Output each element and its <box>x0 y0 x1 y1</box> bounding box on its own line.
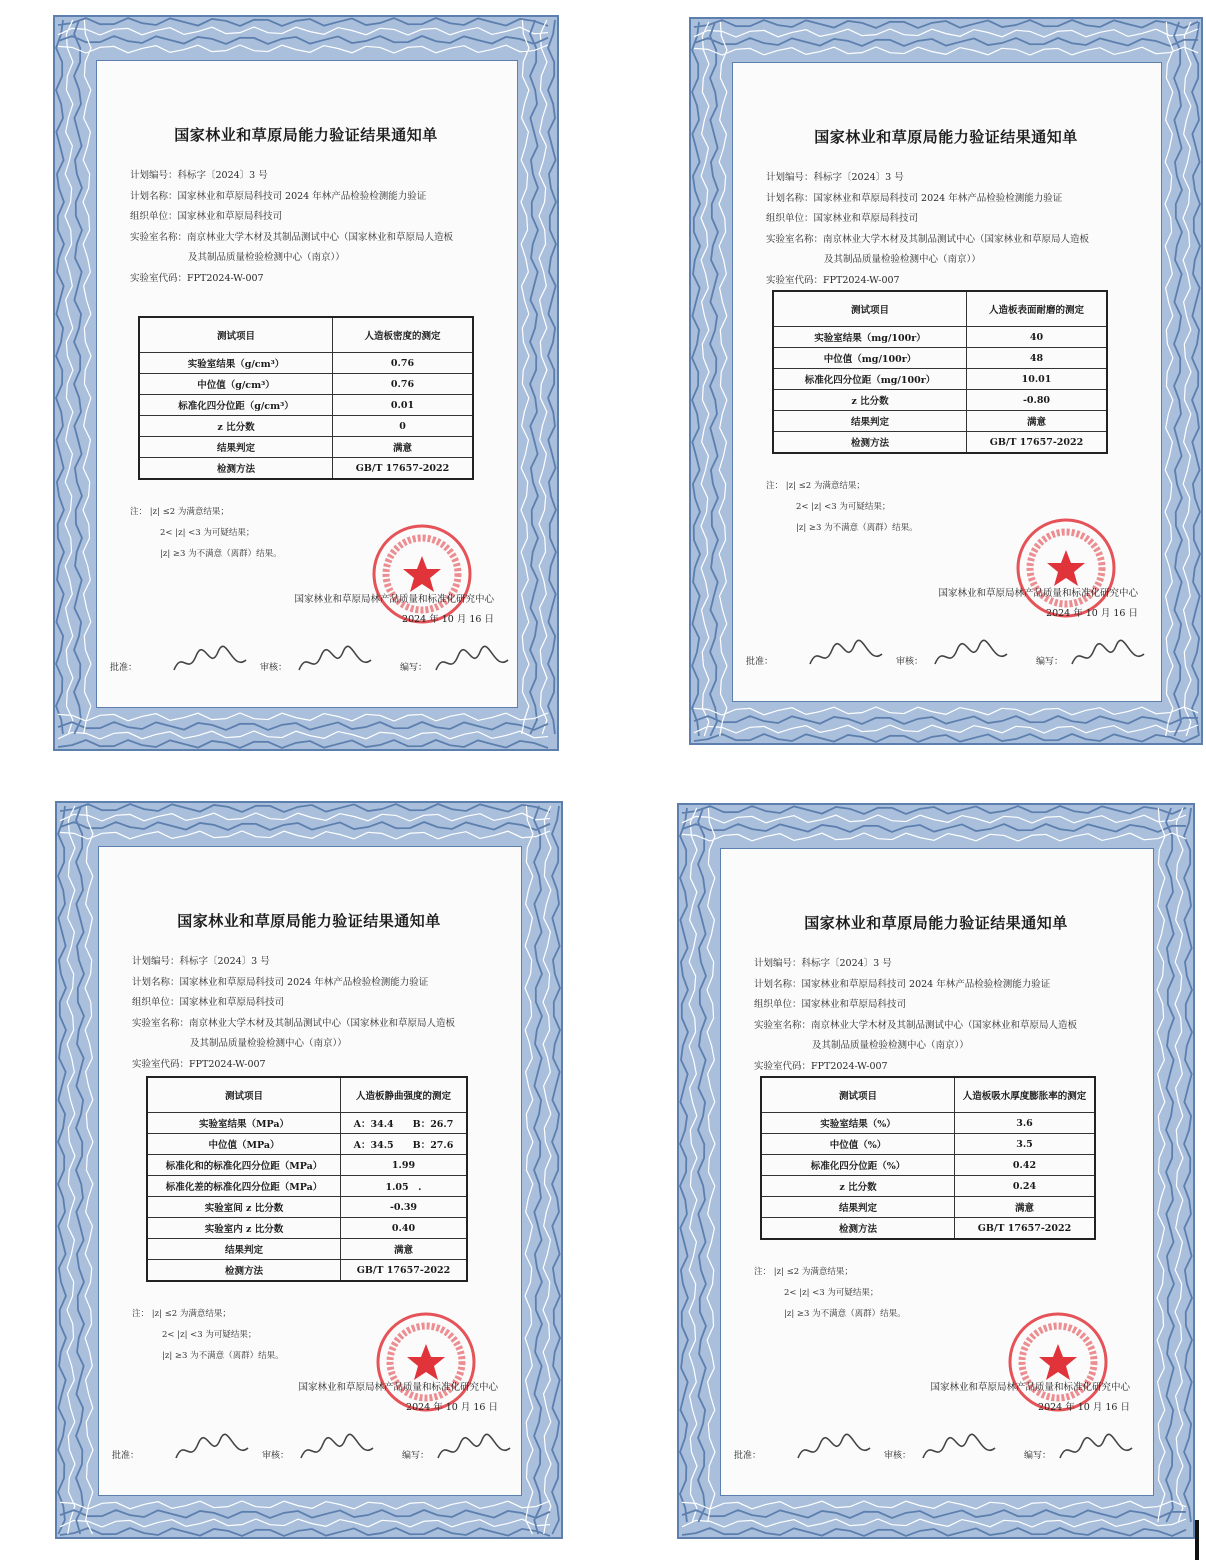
signature-approve-icon <box>806 636 886 674</box>
table-row <box>147 1197 467 1218</box>
row-value: 48 <box>967 348 1108 369</box>
table-row <box>773 432 1107 454</box>
issuer-block <box>298 1378 498 1418</box>
meta-lab-code: 实验室代码：FPT2024-W-007 <box>754 1060 888 1072</box>
meta-plan-name: 计划名称：国家林业和草原局科技司 2024 年林产品检验检测能力验证 <box>130 190 427 202</box>
meta-lab-code: 实验室代码：FPT2024-W-007 <box>766 274 900 286</box>
issue-date: 2024 年 10 月 16 日 <box>406 1402 498 1413</box>
note-line: |z| ≥3 为不满意（离群）结果。 <box>796 523 918 533</box>
row-value: 3.6 <box>955 1113 1096 1134</box>
header-label: 测试项目 <box>761 1077 955 1113</box>
issue-date: 2024 年 10 月 16 日 <box>1038 1402 1130 1413</box>
row-label: 结果判定 <box>147 1239 341 1260</box>
meta-block <box>766 168 1089 291</box>
signature-approve-icon <box>794 1430 874 1468</box>
table-row <box>147 1218 467 1239</box>
row-value: 0.24 <box>955 1176 1096 1197</box>
row-label: 检测方法 <box>139 458 333 480</box>
table-row <box>761 1218 1095 1240</box>
meta-lab-name-cont: 及其制品质量检验检测中心（南京）） <box>812 1040 969 1051</box>
row-value: 10.01 <box>967 369 1108 390</box>
table-header-row <box>761 1077 1095 1113</box>
certificate-title: 国家林业和草原局能力验证结果通知单 <box>804 914 1068 932</box>
signature-review-icon <box>295 642 375 680</box>
meta-block <box>754 954 1077 1077</box>
issue-date: 2024 年 10 月 16 日 <box>1046 608 1138 619</box>
row-label: 中位值（g/cm³） <box>139 374 333 395</box>
issuer-name: 国家林业和草原局林产品质量和标准化研究中心 <box>930 1382 1130 1393</box>
table-header-row <box>139 317 473 353</box>
results-table <box>138 316 474 480</box>
table-row <box>139 437 473 458</box>
note-line: |z| ≥3 为不满意（离群）结果。 <box>160 549 282 559</box>
signature-review-icon <box>931 636 1011 674</box>
meta-lab-name: 实验室名称：南京林业大学木材及其制品测试中心（国家林业和草原局人造板 <box>754 1019 1078 1031</box>
results-table <box>772 290 1108 454</box>
meta-lab-name: 实验室名称：南京林业大学木材及其制品测试中心（国家林业和草原局人造板 <box>766 233 1090 245</box>
table-row <box>139 458 473 480</box>
row-label: 中位值（%） <box>761 1134 955 1155</box>
certificate <box>52 14 560 752</box>
signature-label-approve: 批准： <box>746 657 774 667</box>
row-value: 满意 <box>333 437 474 458</box>
row-value: 满意 <box>967 411 1108 432</box>
row-label: 结果判定 <box>761 1197 955 1218</box>
table-row <box>139 353 473 374</box>
meta-plan-no: 计划编号：科标字〔2024〕3 号 <box>766 172 904 183</box>
meta-lab-code: 实验室代码：FPT2024-W-007 <box>132 1058 266 1070</box>
signature-row <box>746 636 1152 676</box>
meta-lab-name-cont: 及其制品质量检验检测中心（南京）） <box>824 254 981 265</box>
row-label: 实验室内 z 比分数 <box>147 1218 341 1239</box>
certificate-title: 国家林业和草原局能力验证结果通知单 <box>177 912 441 930</box>
header-label: 测试项目 <box>147 1077 341 1113</box>
table-row <box>147 1113 467 1134</box>
signature-compile-icon <box>434 1430 514 1468</box>
signature-label-compile: 编写： <box>1024 1451 1052 1461</box>
row-value: 0.76 <box>333 353 474 374</box>
meta-plan-name: 计划名称：国家林业和草原局科技司 2024 年林产品检验检测能力验证 <box>754 978 1051 990</box>
row-label: 实验室间 z 比分数 <box>147 1197 341 1218</box>
row-value: 1.05 . <box>341 1176 468 1197</box>
issuer-name: 国家林业和草原局林产品质量和标准化研究中心 <box>938 588 1138 599</box>
row-label: 中位值（mg/100r） <box>773 348 967 369</box>
row-label: 标准化四分位距（g/cm³） <box>139 395 333 416</box>
row-value: 0.42 <box>955 1155 1096 1176</box>
note-line: 注： |z| ≤2 为满意结果； <box>130 507 229 517</box>
signature-row <box>734 1430 1144 1470</box>
header-label: 测试项目 <box>773 291 967 327</box>
issuer-name: 国家林业和草原局林产品质量和标准化研究中心 <box>294 594 494 605</box>
row-value: GB/T 17657-2022 <box>333 458 474 480</box>
row-value: -0.80 <box>967 390 1108 411</box>
table-row <box>773 369 1107 390</box>
signature-label-approve: 批准： <box>734 1451 762 1461</box>
row-value: GB/T 17657-2022 <box>967 432 1108 454</box>
signature-review-icon <box>297 1430 377 1468</box>
table-row <box>773 390 1107 411</box>
signature-compile-icon <box>1056 1430 1136 1468</box>
meta-lab-name-cont: 及其制品质量检验检测中心（南京）） <box>188 252 345 263</box>
row-value: -0.39 <box>341 1197 468 1218</box>
results-table <box>146 1076 468 1282</box>
issue-date: 2024 年 10 月 16 日 <box>402 614 494 625</box>
table-row <box>139 416 473 437</box>
table-row <box>147 1176 467 1197</box>
table-row <box>773 327 1107 348</box>
notes-block <box>766 476 918 539</box>
signature-compile-icon <box>432 642 512 680</box>
certificate <box>54 800 564 1540</box>
notes-block <box>132 1304 284 1367</box>
row-label: 结果判定 <box>773 411 967 432</box>
edge-mark <box>1195 1520 1199 1560</box>
signature-compile-icon <box>1068 636 1148 674</box>
table-row <box>147 1155 467 1176</box>
signature-label-review: 审核： <box>260 663 288 673</box>
table-row <box>761 1176 1095 1197</box>
row-value: GB/T 17657-2022 <box>955 1218 1096 1240</box>
row-label: 实验室结果（mg/100r） <box>773 327 967 348</box>
meta-lab-name-cont: 及其制品质量检验检测中心（南京）） <box>190 1038 347 1049</box>
certificate-title: 国家林业和草原局能力验证结果通知单 <box>814 128 1078 146</box>
test-name: 人造板吸水厚度膨胀率的测定 <box>955 1077 1096 1113</box>
table-row <box>147 1260 467 1282</box>
note-line: 注： |z| ≤2 为满意结果； <box>766 481 865 491</box>
row-label: z 比分数 <box>139 416 333 437</box>
row-label: 检测方法 <box>773 432 967 454</box>
issuer-block <box>938 584 1138 624</box>
meta-block <box>130 166 453 289</box>
signature-label-compile: 编写： <box>402 1451 430 1461</box>
row-label: 结果判定 <box>139 437 333 458</box>
row-value: GB/T 17657-2022 <box>341 1260 468 1282</box>
meta-org: 组织单位：国家林业和草原局科技司 <box>754 999 907 1010</box>
test-name: 人造板表面耐磨的测定 <box>967 291 1108 327</box>
certificate-title: 国家林业和草原局能力验证结果通知单 <box>174 126 438 144</box>
meta-block <box>132 952 455 1075</box>
issuer-block <box>294 590 494 630</box>
row-value: 0.40 <box>341 1218 468 1239</box>
row-value: 满意 <box>341 1239 468 1260</box>
table-header-row <box>773 291 1107 327</box>
meta-plan-name: 计划名称：国家林业和草原局科技司 2024 年林产品检验检测能力验证 <box>132 976 429 988</box>
meta-plan-name: 计划名称：国家林业和草原局科技司 2024 年林产品检验检测能力验证 <box>766 192 1063 204</box>
note-line: 2< |z| <3 为可疑结果； <box>784 1288 879 1298</box>
notes-block <box>754 1262 906 1325</box>
row-value: 0 <box>333 416 474 437</box>
row-label: 标准化差的标准化四分位距（MPa） <box>147 1176 341 1197</box>
test-name: 人造板静曲强度的测定 <box>341 1077 468 1113</box>
signature-label-approve: 批准： <box>110 663 138 673</box>
signature-label-approve: 批准： <box>112 1451 140 1461</box>
meta-lab-name: 实验室名称：南京林业大学木材及其制品测试中心（国家林业和草原局人造板 <box>132 1017 456 1029</box>
row-label: 实验室结果（%） <box>761 1113 955 1134</box>
row-value: 0.01 <box>333 395 474 416</box>
certificate <box>688 16 1204 746</box>
note-line: 注： |z| ≤2 为满意结果； <box>754 1267 853 1277</box>
meta-org: 组织单位：国家林业和草原局科技司 <box>766 213 919 224</box>
meta-org: 组织单位：国家林业和草原局科技司 <box>132 997 285 1008</box>
table-row <box>761 1113 1095 1134</box>
results-table <box>760 1076 1096 1240</box>
row-label: 标准化四分位距（%） <box>761 1155 955 1176</box>
signature-row <box>112 1430 512 1470</box>
row-value: 满意 <box>955 1197 1096 1218</box>
signature-label-review: 审核： <box>884 1451 912 1461</box>
note-line: 注： |z| ≤2 为满意结果； <box>132 1309 231 1319</box>
row-value: 1.99 <box>341 1155 468 1176</box>
row-label: 检测方法 <box>761 1218 955 1240</box>
row-label: z 比分数 <box>773 390 967 411</box>
issuer-block <box>930 1378 1130 1418</box>
row-value: 40 <box>967 327 1108 348</box>
notes-block <box>130 502 282 565</box>
table-row <box>773 348 1107 369</box>
meta-lab-name: 实验室名称：南京林业大学木材及其制品测试中心（国家林业和草原局人造板 <box>130 231 454 243</box>
table-row <box>773 411 1107 432</box>
table-row <box>139 374 473 395</box>
row-label: 中位值（MPa） <box>147 1134 341 1155</box>
row-value: A：34.5 B：27.6 <box>341 1134 468 1155</box>
meta-plan-no: 计划编号：科标字〔2024〕3 号 <box>754 958 892 969</box>
meta-plan-no: 计划编号：科标字〔2024〕3 号 <box>130 170 268 181</box>
row-label: 检测方法 <box>147 1260 341 1282</box>
meta-plan-no: 计划编号：科标字〔2024〕3 号 <box>132 956 270 967</box>
issuer-name: 国家林业和草原局林产品质量和标准化研究中心 <box>298 1382 498 1393</box>
row-label: 实验室结果（MPa） <box>147 1113 341 1134</box>
note-line: |z| ≥3 为不满意（离群）结果。 <box>784 1309 906 1319</box>
table-row <box>761 1155 1095 1176</box>
row-label: 实验室结果（g/cm³） <box>139 353 333 374</box>
row-value: 0.76 <box>333 374 474 395</box>
header-label: 测试项目 <box>139 317 333 353</box>
note-line: 2< |z| <3 为可疑结果； <box>160 528 255 538</box>
row-value: A：34.4 B：26.7 <box>341 1113 468 1134</box>
note-line: 2< |z| <3 为可疑结果； <box>796 502 891 512</box>
row-value: 3.5 <box>955 1134 1096 1155</box>
table-row <box>147 1239 467 1260</box>
row-label: z 比分数 <box>761 1176 955 1197</box>
note-line: 2< |z| <3 为可疑结果； <box>162 1330 257 1340</box>
signature-label-compile: 编写： <box>400 663 428 673</box>
table-row <box>761 1197 1095 1218</box>
signature-label-review: 审核： <box>896 657 924 667</box>
signature-label-compile: 编写： <box>1036 657 1064 667</box>
table-row <box>139 395 473 416</box>
signature-row <box>110 642 508 682</box>
table-row <box>147 1134 467 1155</box>
certificate <box>676 802 1196 1540</box>
table-header-row <box>147 1077 467 1113</box>
meta-org: 组织单位：国家林业和草原局科技司 <box>130 211 283 222</box>
signature-label-review: 审核： <box>262 1451 290 1461</box>
signature-approve-icon <box>172 1430 252 1468</box>
table-row <box>761 1134 1095 1155</box>
meta-lab-code: 实验室代码：FPT2024-W-007 <box>130 272 264 284</box>
row-label: 标准化四分位距（mg/100r） <box>773 369 967 390</box>
test-name: 人造板密度的测定 <box>333 317 474 353</box>
row-label: 标准化和的标准化四分位距（MPa） <box>147 1155 341 1176</box>
note-line: |z| ≥3 为不满意（离群）结果。 <box>162 1351 284 1361</box>
signature-approve-icon <box>170 642 250 680</box>
signature-review-icon <box>919 1430 999 1468</box>
